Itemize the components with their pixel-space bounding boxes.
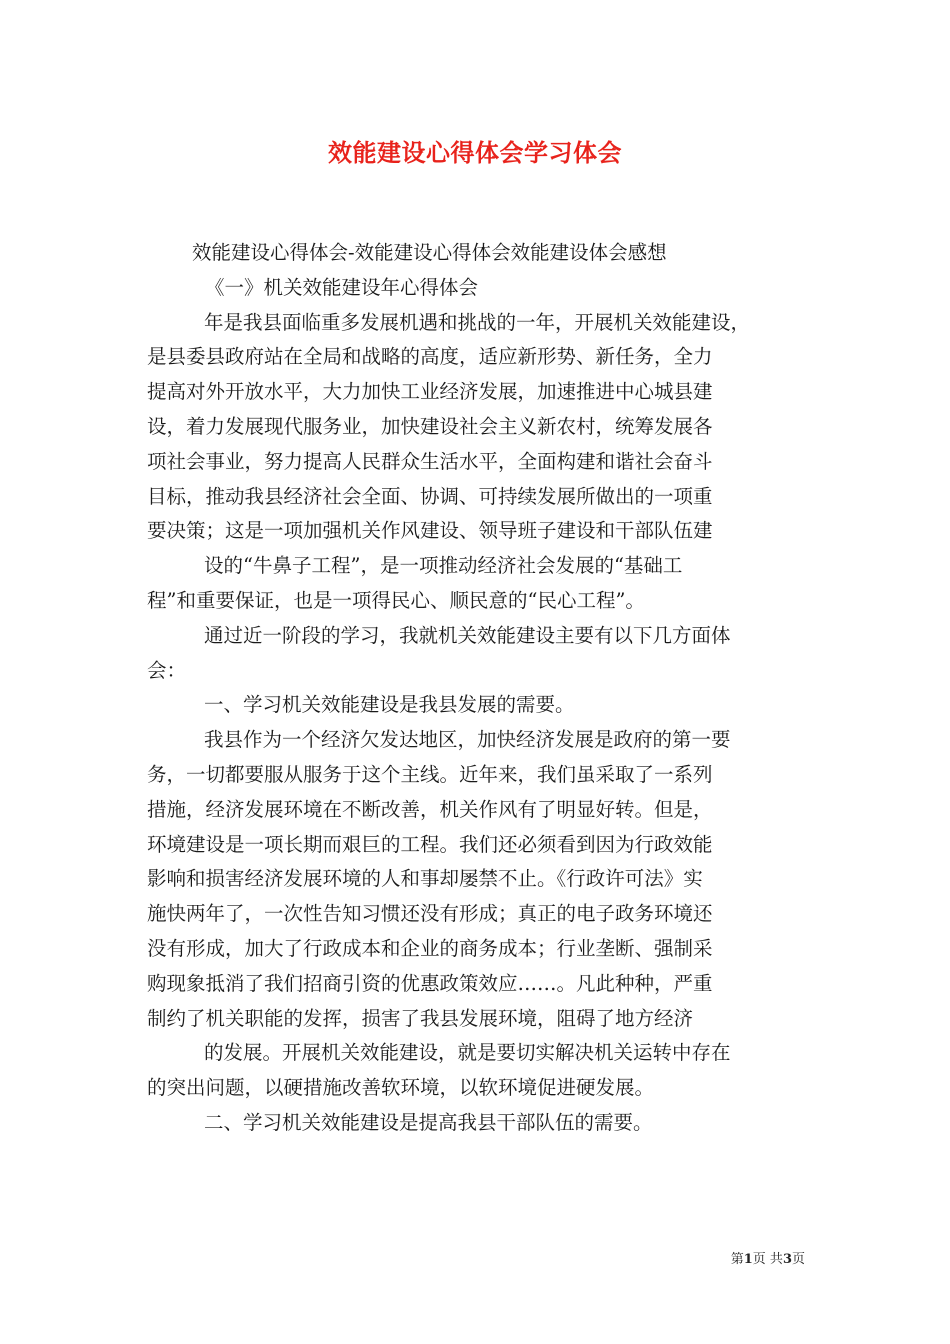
paragraph-line: 购现象抵消了我们招商引资的优惠政策效应……。凡此种种，严重 xyxy=(147,971,713,995)
paragraph-line: 的发展。开展机关效能建设，就是要切实解决机关运转中存在 xyxy=(204,1041,731,1065)
paragraph-line: 是县委县政府站在全局和战略的高度，适应新形势、新任务，全力 xyxy=(147,345,713,369)
section-heading: 一、学习机关效能建设是我县发展的需要。 xyxy=(204,693,575,717)
paragraph-line: 措施，经济发展环境在不断改善，机关作风有了明显好转。但是， xyxy=(147,797,713,821)
paragraph-line: 没有形成，加大了行政成本和企业的商务成本；行业垄断、强制采 xyxy=(147,936,713,960)
current-page-number: 1 xyxy=(743,1252,753,1267)
page-title: 效能建设心得体会学习体会 xyxy=(328,138,622,167)
subtitle-line: 效能建设心得体会-效能建设心得体会效能建设体会感想 xyxy=(192,241,667,264)
section-heading: 《一》机关效能建设年心得体会 xyxy=(205,275,479,299)
paragraph-line: 我县作为一个经济欠发达地区，加快经济发展是政府的第一要 xyxy=(204,728,731,752)
paragraph-line: 通过近一阶段的学习，我就机关效能建设主要有以下几方面体 xyxy=(204,623,731,647)
page-footer xyxy=(731,1248,805,1267)
paragraph-line: 年是我县面临重多发展机遇和挑战的一年，开展机关效能建设， xyxy=(204,310,751,334)
paragraph-line: 目标，推动我县经济社会全面、协调、可持续发展所做出的一项重 xyxy=(147,484,713,508)
paragraph-line: 务，一切都要服从服务于这个主线。近年来，我们虽采取了一系列 xyxy=(147,762,713,786)
paragraph-line: 项社会事业，努力提高人民群众生活水平，全面构建和谐社会奋斗 xyxy=(147,449,713,473)
document-body xyxy=(147,236,807,1141)
paragraph-line: 施快两年了，一次性告知习惯还没有形成；真正的电子政务环境还 xyxy=(147,902,713,926)
paragraph-line: 设，着力发展现代服务业，加快建设社会主义新农村，统筹发展各 xyxy=(147,414,713,438)
paragraph-line: 提高对外开放水平，大力加快工业经济发展，加速推进中心城县建 xyxy=(147,380,713,404)
footer-middle: 页 共 xyxy=(752,1252,783,1267)
paragraph-line: 的突出问题，以硬措施改善软环境，以软环境促进硬发展。 xyxy=(147,1076,655,1100)
paragraph-line: 会： xyxy=(147,658,187,682)
footer-suffix: 页 xyxy=(791,1252,805,1267)
total-pages-number: 3 xyxy=(782,1252,792,1267)
paragraph-line: 环境建设是一项长期而艰巨的工程。我们还必须看到因为行政效能 xyxy=(147,832,713,856)
paragraph-line: 要决策；这是一项加强机关作风建设、领导班子建设和干部队伍建 xyxy=(147,519,713,543)
paragraph-line: 设的“牛鼻子工程”，是一项推动经济社会发展的“基础工 xyxy=(204,554,683,578)
section-heading: 二、学习机关效能建设是提高我县干部队伍的需要。 xyxy=(204,1110,653,1134)
paragraph-line: 影响和损害经济发展环境的人和事却屡禁不止。《行政许可法》实 xyxy=(147,867,703,891)
paragraph-line: 制约了机关职能的发挥，损害了我县发展环境，阻碍了地方经济 xyxy=(147,1006,694,1030)
footer-prefix: 第 xyxy=(730,1252,744,1267)
paragraph-line: 程”和重要保证，也是一项得民心、顺民意的“民心工程”。 xyxy=(147,588,645,612)
